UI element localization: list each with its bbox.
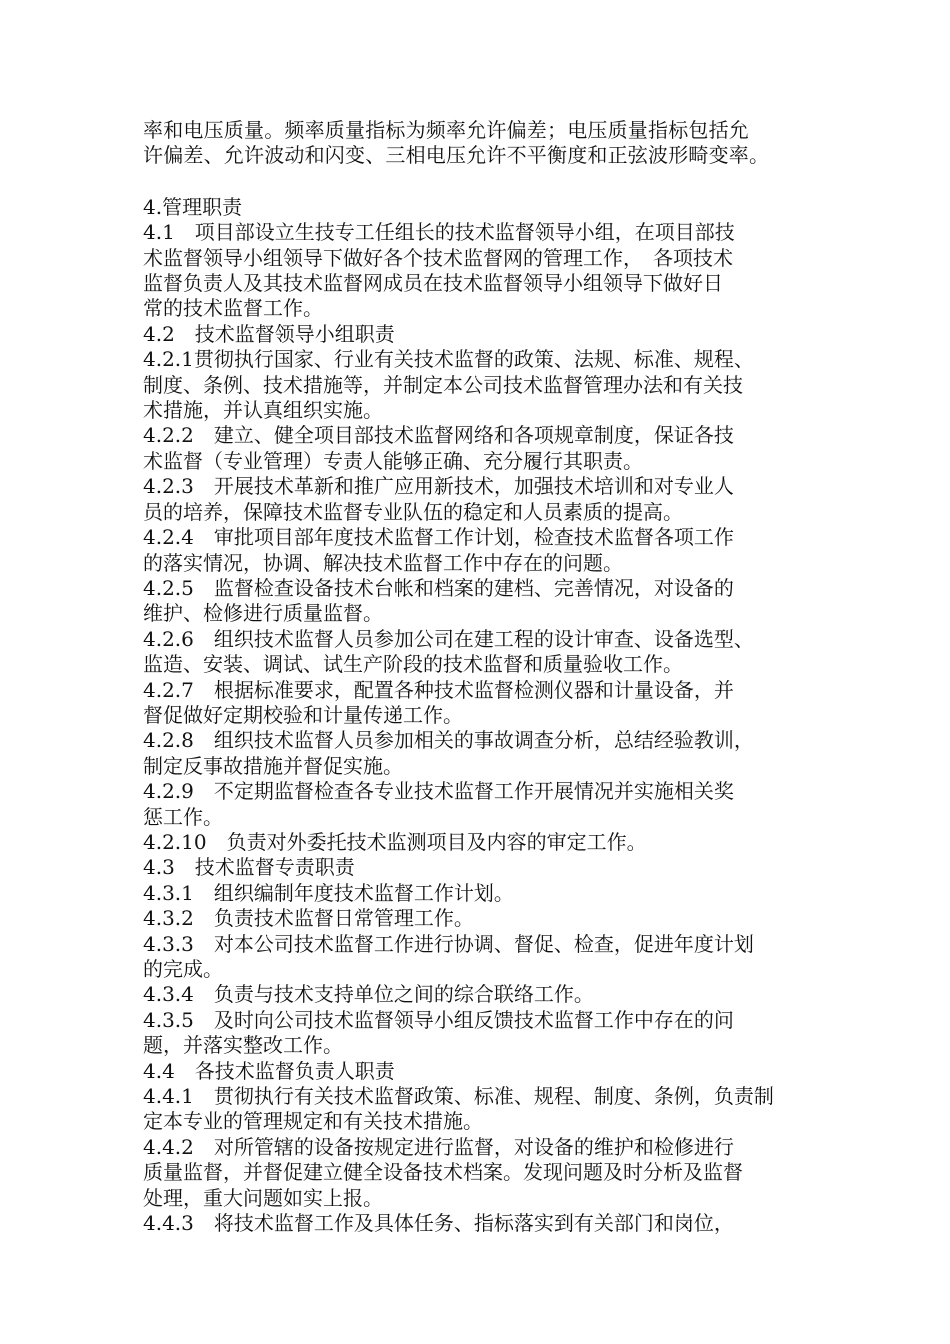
text-line: 4.2.1贯彻执行国家、行业有关技术监督的政策、法规、标准、规程、	[143, 347, 754, 372]
text-line: 4.4.2 对所管辖的设备按规定进行监督，对设备的维护和检修进行	[143, 1134, 734, 1159]
body-lines	[143, 220, 823, 1236]
text-line: 维护、检修进行质量监督。	[143, 601, 383, 626]
text-line: 4.2.9 不定期监督检查各专业技术监督工作开展情况并实施相关奖	[143, 779, 734, 804]
text-line: 术措施，并认真组织实施。	[143, 398, 383, 423]
text-line: 4.2.6 组织技术监督人员参加公司在建工程的设计审查、设备选型、	[143, 626, 754, 651]
text-line: 处理，重大问题如实上报。	[143, 1185, 383, 1210]
text-line: 术监督（专业管理）专责人能够正确、充分履行其职责。	[143, 448, 643, 473]
text-line: 4.3.5 及时向公司技术监督领导小组反馈技术监督工作中存在的问	[143, 1007, 734, 1032]
intro-line-2: 许偏差、允许波动和闪变、三相电压允许不平衡度和正弦波形畸变率。	[143, 143, 770, 168]
text-line: 4.4.1 贯彻执行有关技术监督政策、标准、规程、制度、条例，负责制	[143, 1084, 774, 1109]
text-line: 题，并落实整改工作。	[143, 1033, 343, 1058]
text-line: 术监督领导小组领导下做好各个技术监督网的管理工作， 各项技术	[143, 245, 733, 270]
text-line: 监造、安装、调试、试生产阶段的技术监督和质量验收工作。	[143, 652, 683, 677]
text-line: 4.3 技术监督专责职责	[143, 855, 355, 880]
text-line: 制定反事故措施并督促实施。	[143, 753, 403, 778]
text-line: 定本专业的管理规定和有关技术措施。	[143, 1109, 483, 1134]
text-line: 惩工作。	[143, 804, 223, 829]
document-page	[143, 118, 823, 1236]
text-line: 4.2.10 负责对外委托技术监测项目及内容的审定工作。	[143, 829, 647, 854]
text-line: 常的技术监督工作。	[143, 296, 323, 321]
text-line: 4.2.7 根据标准要求，配置各种技术监督检测仪器和计量设备，并	[143, 677, 734, 702]
text-line: 4.4.3 将技术监督工作及具体任务、指标落实到有关部门和岗位，	[143, 1211, 734, 1236]
text-line: 的落实情况，协调、解决技术监督工作中存在的问题。	[143, 550, 623, 575]
text-line: 4.3.2 负责技术监督日常管理工作。	[143, 906, 474, 931]
text-line: 4.3.4 负责与技术支持单位之间的综合联络工作。	[143, 982, 594, 1007]
text-line: 4.4 各技术监督负责人职责	[143, 1058, 395, 1083]
text-line: 4.1 项目部设立生技专工任组长的技术监督领导小组，在项目部技	[143, 220, 735, 245]
text-line: 4.3.1 组织编制年度技术监督工作计划。	[143, 880, 514, 905]
text-line: 质量监督，并督促建立健全设备技术档案。发现问题及时分析及监督	[143, 1160, 743, 1185]
intro-line-1: 率和电压质量。频率质量指标为频率允许偏差；电压质量指标包括允	[143, 118, 749, 142]
text-line: 4.2.2 建立、健全项目部技术监督网络和各项规章制度，保证各技	[143, 423, 734, 448]
text-line: 督促做好定期校验和计量传递工作。	[143, 702, 463, 727]
section-title: 4.管理职责	[143, 194, 243, 219]
text-line: 制度、条例、技术措施等，并制定本公司技术监督管理办法和有关技	[143, 372, 743, 397]
paragraph-gap	[143, 169, 823, 195]
text-line: 4.3.3 对本公司技术监督工作进行协调、督促、检查，促进年度计划	[143, 931, 754, 956]
text-line: 4.2 技术监督领导小组职责	[143, 321, 395, 346]
text-line: 员的培养，保障技术监督专业队伍的稳定和人员素质的提高。	[143, 499, 683, 524]
text-line: 4.2.4 审批项目部年度技术监督工作计划，检查技术监督各项工作	[143, 525, 734, 550]
text-line: 监督负责人及其技术监督网成员在技术监督领导小组领导下做好日	[143, 271, 723, 296]
text-line: 4.2.8 组织技术监督人员参加相关的事故调查分析，总结经验教训，	[143, 728, 754, 753]
text-line: 的完成。	[143, 957, 223, 981]
text-line: 4.2.5 监督检查设备技术台帐和档案的建档、完善情况，对设备的	[143, 575, 734, 600]
text-line: 4.2.3 开展技术革新和推广应用新技术，加强技术培训和对专业人	[143, 474, 734, 499]
